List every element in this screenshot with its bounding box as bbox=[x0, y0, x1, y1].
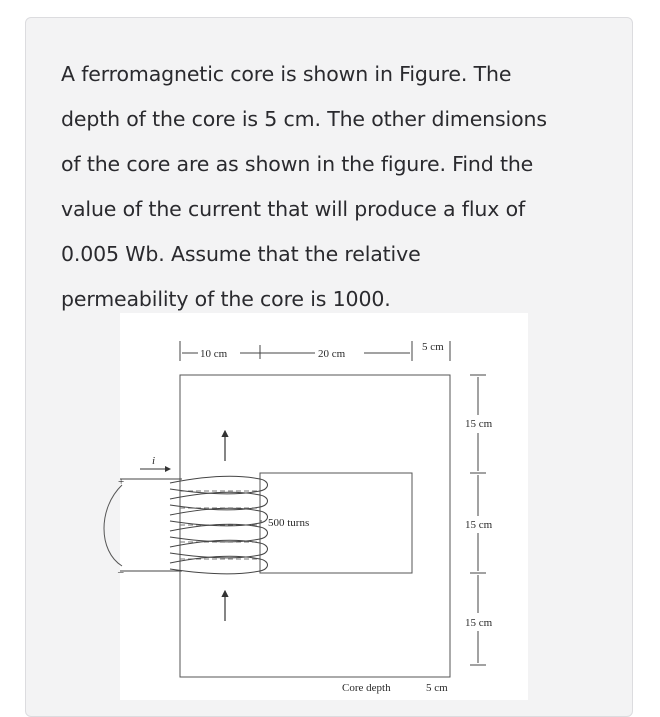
coil-turn-4 bbox=[170, 524, 268, 541]
question-line-1: A ferromagnetic core is shown in Figure. The bbox=[61, 62, 512, 86]
question-line-2: depth of the core is 5 cm. The other dimensions bbox=[61, 107, 547, 131]
dim-label-middle: 20 cm bbox=[318, 348, 346, 360]
dim-label-right: 5 cm bbox=[422, 341, 444, 353]
question-text bbox=[61, 52, 621, 322]
minus-sign: – bbox=[118, 566, 124, 578]
side-label-middle: 15 cm bbox=[465, 519, 493, 531]
current-label: i bbox=[152, 455, 156, 467]
turns-label: 500 turns bbox=[268, 517, 310, 529]
plus-sign: + bbox=[118, 476, 125, 488]
dim-label-left: 10 cm bbox=[200, 348, 228, 360]
core-depth-value: 5 cm bbox=[426, 682, 448, 694]
side-label-top: 15 cm bbox=[465, 418, 493, 430]
question-line-3: of the core are as shown in the figure. Find the bbox=[61, 152, 534, 176]
coil-turn-2 bbox=[170, 492, 268, 509]
question-line-4: value of the current that will produce a flux of bbox=[61, 197, 526, 221]
core-figure bbox=[120, 313, 528, 700]
coil-turn-3 bbox=[170, 508, 268, 525]
coil-turn-5 bbox=[170, 540, 268, 557]
side-label-bottom: 15 cm bbox=[465, 617, 493, 629]
question-line-6: permeability of the core is 1000. bbox=[61, 287, 391, 311]
question-line-5: 0.005 Wb. Assume that the relative bbox=[61, 242, 421, 266]
core-diagram bbox=[120, 313, 528, 700]
core-depth-label: Core depth bbox=[342, 682, 391, 694]
